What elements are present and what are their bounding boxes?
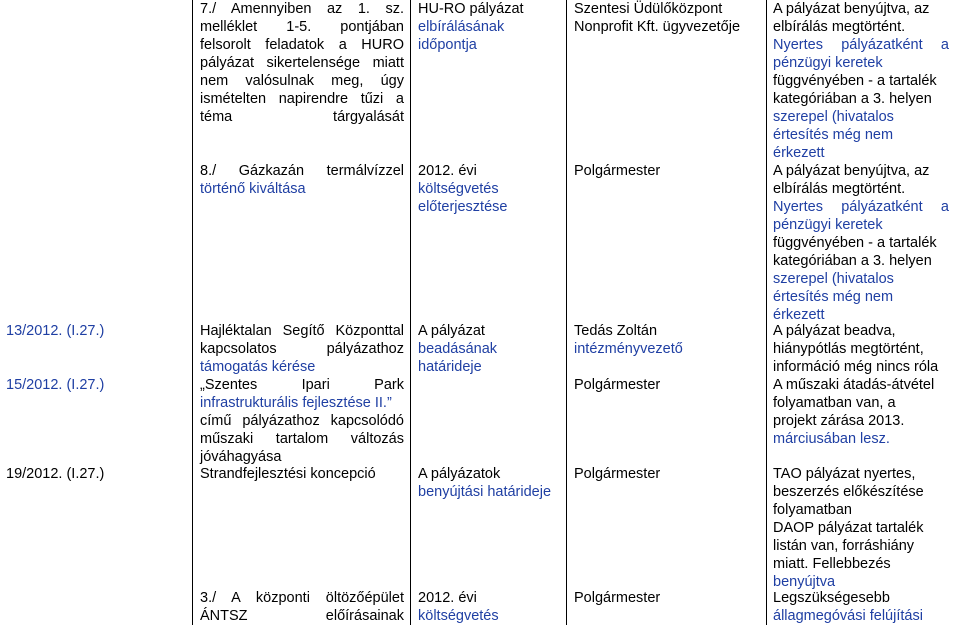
responsible-cell: [574, 322, 762, 358]
status-cell: [773, 589, 949, 625]
column-rule: [410, 0, 411, 625]
resolution-number: 19/2012. (I.27.): [6, 466, 105, 482]
status-line: függvényében - a tartalék: [773, 73, 937, 89]
deadline-line: elbírálásának: [418, 19, 505, 35]
subject-line: felsorolt feladatok a HURO: [200, 37, 404, 53]
status-line: szerepel (hivatalos: [773, 271, 894, 287]
deadline-cell: [418, 0, 563, 54]
status-line: A pályázat benyújtva, az: [773, 1, 930, 17]
subject-line: kapcsolatos pályázathoz: [200, 341, 404, 357]
status-line: érkezett: [773, 145, 825, 161]
status-cell: [773, 376, 949, 448]
status-line: benyújtva: [773, 574, 836, 590]
subject-line: Strandfejlesztési koncepció: [200, 466, 376, 482]
status-line: projekt zárása 2013.: [773, 413, 905, 429]
subject-line: 7./ Amennyiben az 1. sz.: [200, 1, 404, 17]
responsible-line: Polgármester: [574, 590, 661, 606]
status-line: információ még nincs róla: [773, 359, 939, 375]
responsible-cell: [574, 376, 762, 394]
subject-line: ismételten napirendre tűzi a: [200, 91, 404, 107]
subject-line: nem valósulnak meg, úgy: [200, 73, 404, 89]
deadline-cell: [418, 589, 563, 625]
deadline-line: A pályázat: [418, 323, 485, 339]
column-rule: [766, 0, 767, 625]
status-line: Nyertes pályázatként a: [773, 199, 949, 215]
subject-cell: [200, 376, 404, 466]
status-line: elbírálás megtörtént.: [773, 181, 906, 197]
subject-cell: [200, 162, 404, 198]
deadline-line: benyújtási határideje: [418, 484, 552, 500]
subject-line: támogatás kérése: [200, 359, 316, 375]
responsible-cell: [574, 465, 762, 483]
subject-cell: [200, 0, 404, 126]
status-line: értesítés még nem: [773, 289, 894, 305]
status-cell: [773, 465, 949, 591]
status-line: TAO pályázat nyertes,: [773, 466, 916, 482]
subject-line: 3./ A központi öltözőépület: [200, 590, 404, 606]
responsible-line: Polgármester: [574, 163, 661, 179]
responsible-line: intézményvezető: [574, 341, 683, 357]
status-line: A pályázat benyújtva, az: [773, 163, 930, 179]
deadline-line: költségvetés: [418, 181, 499, 197]
deadline-line: HU-RO pályázat: [418, 1, 524, 17]
responsible-cell: [574, 162, 762, 180]
resolution-number: 13/2012. (I.27.): [6, 323, 105, 339]
deadline-line: határideje: [418, 359, 482, 375]
deadline-cell: [418, 162, 563, 216]
status-cell: [773, 162, 949, 324]
status-line: értesítés még nem: [773, 127, 894, 143]
responsible-line: Tedás Zoltán: [574, 323, 658, 339]
deadline-line: 2012. évi: [418, 590, 477, 606]
subject-cell: [200, 465, 404, 483]
status-line: függvényében - a tartalék: [773, 235, 937, 251]
subject-line: című pályázathoz kapcsolódó: [200, 413, 404, 429]
status-line: hiánypótlás megtörtént,: [773, 341, 924, 357]
status-line: pénzügyi keretek: [773, 55, 883, 71]
responsible-line: Polgármester: [574, 377, 661, 393]
status-line: kategóriában a 3. helyen: [773, 253, 932, 269]
deadline-line: előterjesztése: [418, 199, 508, 215]
subject-line: melléklet 1-5. pontjában: [200, 19, 404, 35]
status-line: listán van, forráshiány: [773, 538, 915, 554]
subject-line: pályázat sikertelensége miatt: [200, 55, 404, 71]
status-line: állagmegóvási felújítási: [773, 608, 923, 624]
status-line: elbírálás megtörtént.: [773, 19, 906, 35]
status-line: A pályázat beadva,: [773, 323, 896, 339]
subject-line: Hajléktalan Segítő Központtal: [200, 323, 404, 339]
status-line: márciusában lesz.: [773, 431, 890, 447]
status-line: DAOP pályázat tartalék: [773, 520, 924, 536]
status-cell: [773, 322, 949, 376]
column-rule: [192, 0, 193, 625]
responsible-line: Nonprofit Kft. ügyvezetője: [574, 19, 741, 35]
subject-line: történő kiváltása: [200, 181, 306, 197]
responsible-cell: [574, 0, 762, 36]
deadline-cell: [418, 322, 563, 376]
status-line: Nyertes pályázatként a: [773, 37, 949, 53]
resolution-number: 15/2012. (I.27.): [6, 377, 105, 393]
status-line: érkezett: [773, 307, 825, 323]
subject-line: jóváhagyása: [200, 449, 282, 465]
responsible-cell: [574, 589, 762, 607]
subject-line: 8./ Gázkazán termálvízzel: [200, 163, 404, 179]
status-line: A műszaki átadás-átvétel: [773, 377, 935, 393]
status-line: beszerzés előkészítése: [773, 484, 924, 500]
subject-line: „Szentes Ipari Park: [200, 377, 404, 393]
status-line: Legszükségesebb: [773, 590, 890, 606]
deadline-line: költségvetés: [418, 608, 499, 624]
deadline-line: beadásának: [418, 341, 498, 357]
status-line: pénzügyi keretek: [773, 217, 883, 233]
deadline-line: A pályázatok: [418, 466, 501, 482]
subject-line: ÁNTSZ előírásainak: [200, 608, 404, 624]
status-cell: [773, 0, 949, 162]
deadline-cell: [418, 465, 563, 501]
deadline-line: 2012. évi: [418, 163, 477, 179]
deadline-line: időpontja: [418, 37, 477, 53]
subject-line: téma tárgyalását: [200, 109, 404, 125]
status-line: szerepel (hivatalos: [773, 109, 894, 125]
responsible-line: Polgármester: [574, 466, 661, 482]
status-line: kategóriában a 3. helyen: [773, 91, 932, 107]
column-rule: [566, 0, 567, 625]
subject-line: infrastrukturális fejlesztése II.”: [200, 395, 392, 411]
subject-line: műszaki tartalom változás: [200, 431, 404, 447]
status-line: folyamatban: [773, 502, 852, 518]
status-line: miatt. Fellebbezés: [773, 556, 891, 572]
subject-cell: [200, 322, 404, 376]
status-line: folyamatban van, a: [773, 395, 896, 411]
responsible-line: Szentesi Üdülőközpont: [574, 1, 723, 17]
subject-cell: [200, 589, 404, 625]
